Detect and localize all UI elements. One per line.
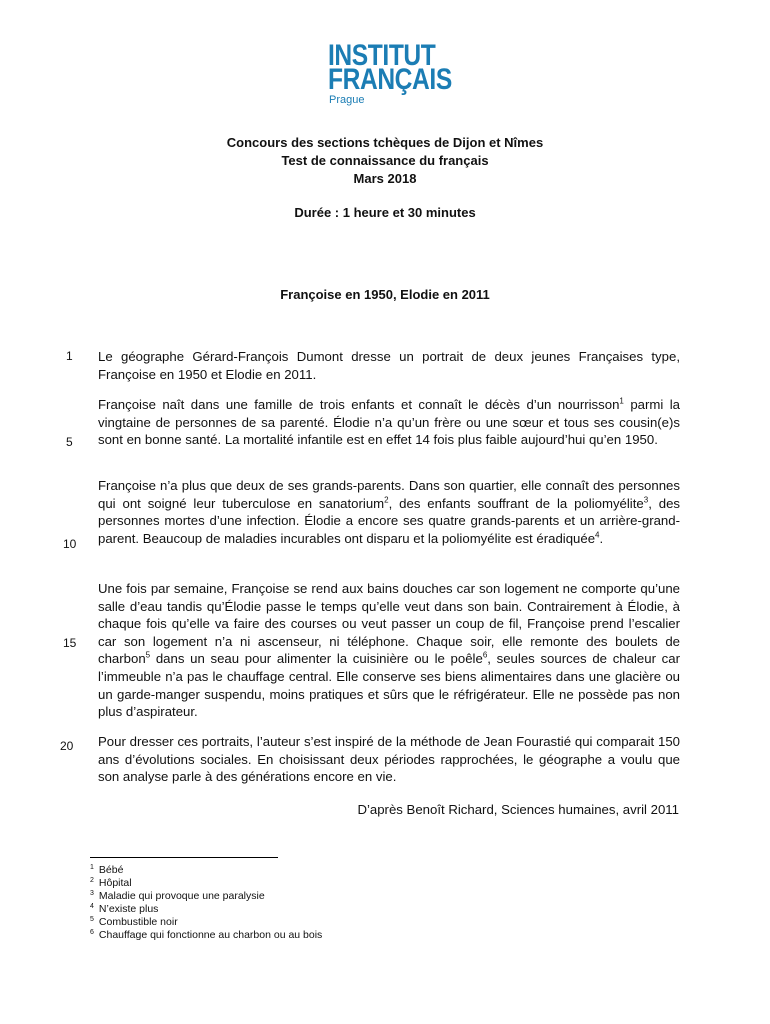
text-title: Françoise en 1950, Elodie en 2011 [280,287,490,302]
header-line-1: Concours des sections tchèques de Dijon et Nîmes [226,135,544,150]
footnote-divider [90,857,278,858]
footnote-ref: 6 [482,650,488,660]
logo-line-2: FRANÇAIS [328,63,452,96]
footnote-ref: 4 [595,530,600,540]
paragraph-1-text: Le géographe Gérard-François Dumont dresse un portrait de deux jeunes Françaises type, Françoise en 1950 et Elodie en 2011. [98,349,680,382]
institut-francais-logo [328,39,479,106]
footnote [90,929,322,942]
paragraph-4-text: Une fois par semaine, Françoise se rend aux bains douches car son logement ne comporte qu’une salle d’eau tandis qu’Élodie passe le temps qu’elle veut dans son bain. Contrairement à Élodie, à chaque fois qu’elle va faire des courses ou veut passer un coup de fil, Françoise prend l’escalier car son logement n’a ni ascenseur, ni téléphone. Chaque soir, elle remonte des boulets de charbon [98,581,680,667]
footnote [90,864,123,877]
footnote-number: 6 [90,928,94,936]
paragraph-3-text: Françoise n’a plus que deux de ses grands-parents. Dans son quartier, elle connaît des personnes qui ont soigné leur tuberculose en sanatorium [98,478,680,511]
header-line-2: Test de connaissance du français [281,153,489,168]
paragraph-4 [98,580,680,721]
footnote-number: 1 [90,863,94,871]
footnote-text: Combustible noir [98,916,178,928]
footnote-number: 3 [90,889,94,897]
footnote-number: 5 [90,915,94,923]
footnote-number: 4 [90,902,94,910]
footnote-text: Bébé [98,864,124,876]
line-number: 20 [60,739,74,753]
paragraph-5 [98,733,680,786]
header-line-3: Mars 2018 [353,171,417,186]
footnote-number: 2 [90,876,94,884]
footnote-ref: 2 [384,495,389,505]
paragraph-3-text: , des enfants souffrant de la poliomyélite [388,495,644,511]
footnote-ref: 3 [643,495,649,505]
logo-line-1: INSTITUT [328,39,436,72]
footnote [90,890,265,903]
paragraph-2-text: Françoise naît dans une famille de trois enfants et connaît le décès d’un nourrisson [98,397,620,412]
line-number: 10 [63,537,77,551]
paragraph-1 [98,348,680,383]
line-number: 5 [66,435,73,449]
paragraph-4-text: dans un seau pour alimenter la cuisinière ou le poêle [150,651,483,667]
footnote-text: Chauffage qui fonctionne au charbon ou au bois [98,929,323,941]
footnote-text: N’existe plus [98,903,159,915]
paragraph-3 [98,477,680,547]
line-number: 1 [66,349,73,363]
logo-line-3: Prague [329,94,365,106]
attribution: D’après Benoît Richard, Sciences humaines, avril 2011 [357,802,679,817]
line-number: 15 [63,636,77,650]
paragraph-5-text: Pour dresser ces portraits, l’auteur s’est inspiré de la méthode de Jean Fourastié qui comparait 150 ans d’évolutions sociales. En choisissant deux périodes rapprochées, le géographe a voulu que son analyse parle à des générations encore en vie. [98,734,680,785]
footnote-text: Hôpital [98,877,132,889]
paragraph-4-text: , seules sources de chaleur car l’immeuble n’a pas le chauffage central. Elle conserve ses biens alimentaires dans une glacière ou un garde-manger suspendu, moins pratiques et sûrs que le réfrigérateur. Elle ne possède pas non plus d’aspirateur. [98,651,680,720]
paragraph-3-text: . [599,530,604,546]
footnote-text: Maladie qui provoque une paralysie [98,890,265,902]
footnote-ref: 1 [619,396,624,406]
footnote [90,916,178,929]
footnote-ref: 5 [145,650,151,660]
duration: Durée : 1 heure et 30 minutes [294,205,476,220]
paragraph-3-text: , des personnes mortes d’une infection. Élodie a encore ses quatre grands-parents et un arrière-grand-parent. Beaucoup de maladies incurables ont disparu et la poliomyélite est éradiquée [98,495,680,546]
footnote [90,903,158,916]
paragraph-2-text: parmi la vingtaine de personnes de sa parenté. Élodie n’a qu’un frère ou une sœur et tous ses cousin(e)s sont en bonne santé. La mortalité infantile est en effet 14 fois plus faible aujourd’hui qu’en 1950. [98,397,680,448]
footnote [90,877,132,890]
paragraph-2 [98,396,680,449]
